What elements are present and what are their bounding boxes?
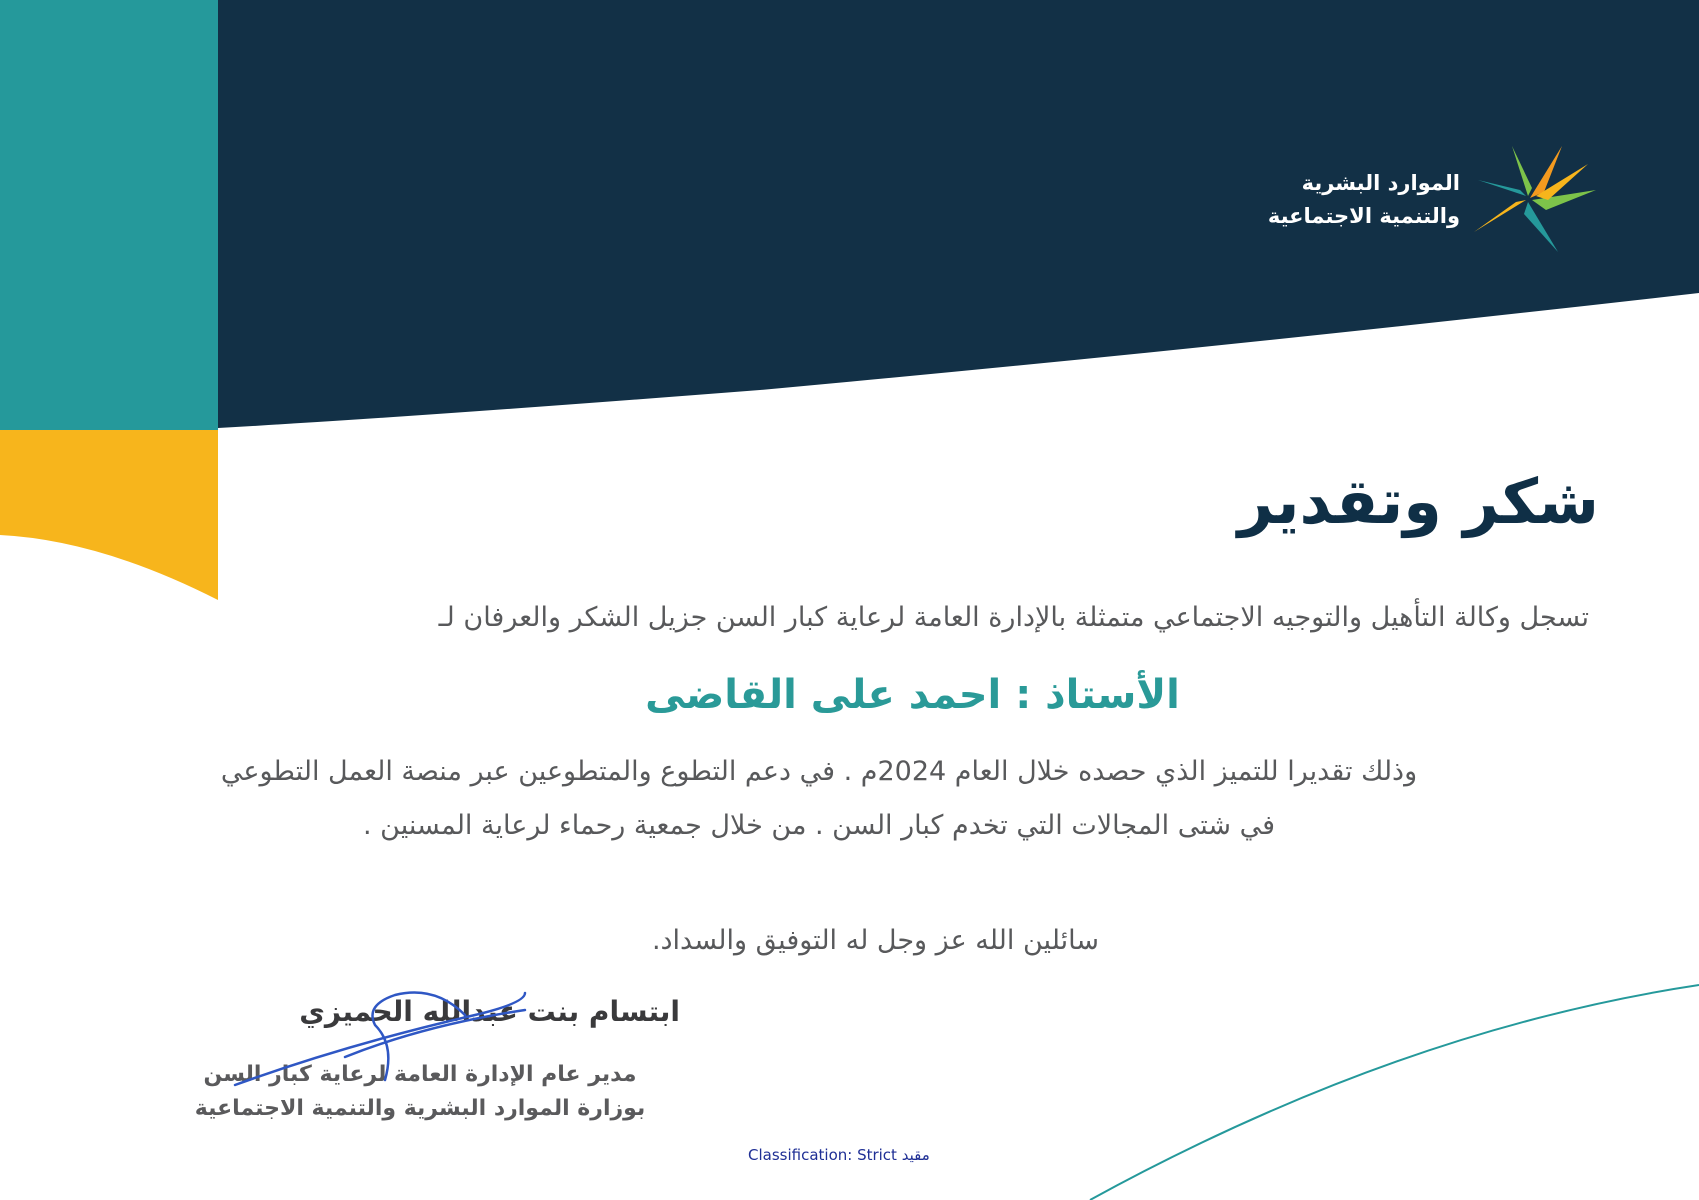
logo-line-1: الموارد البشرية — [1301, 171, 1460, 195]
certificate-intro: تسجل وكالة التأهيل والتوجيه الاجتماعي متمثلة بالإدارة العامة لرعاية كبار السن جزيل الشكر والعرفان لـ — [438, 602, 1589, 633]
closing-prayer: سائلين الله عز وجل له التوفيق والسداد. — [651, 925, 1099, 956]
certificate-title: شكر وتقدير — [1237, 465, 1599, 538]
signatory-name: ابتسام بنت عبدالله الحميزي — [299, 995, 680, 1028]
body-line-2: في شتى المجالات التي تخدم كبار السن . من خلال جمعية رحماء لرعاية المسنين . — [362, 810, 1276, 841]
yellow-side-band — [0, 430, 218, 600]
ministry-logo — [1240, 140, 1600, 260]
logo-line-2: والتنمية الاجتماعية — [1267, 204, 1460, 228]
signatory-title-line-1: مدير عام الإدارة العامة لرعاية كبار السن — [203, 1062, 637, 1087]
signatory-title-line-2: بوزارة الموارد البشرية والتنمية الاجتماعية — [194, 1096, 646, 1121]
mhrsd-star-logo-icon — [1466, 140, 1600, 260]
recipient-name: الأستاذ : احمد على القاضى — [645, 672, 1180, 718]
teal-side-band — [0, 0, 218, 430]
certificate-body — [104, 745, 1534, 853]
body-line-1: وذلك تقديرا للتميز الذي حصده خلال العام 2024م . في دعم التطوع والمتطوعين عبر منصة العمل التطوعي — [220, 756, 1418, 787]
ministry-logo-text — [1268, 167, 1460, 233]
handwritten-signature — [225, 985, 545, 1095]
classification-label: Classification: Strict مقيد — [748, 1146, 930, 1164]
decorative-curve — [1090, 985, 1699, 1200]
